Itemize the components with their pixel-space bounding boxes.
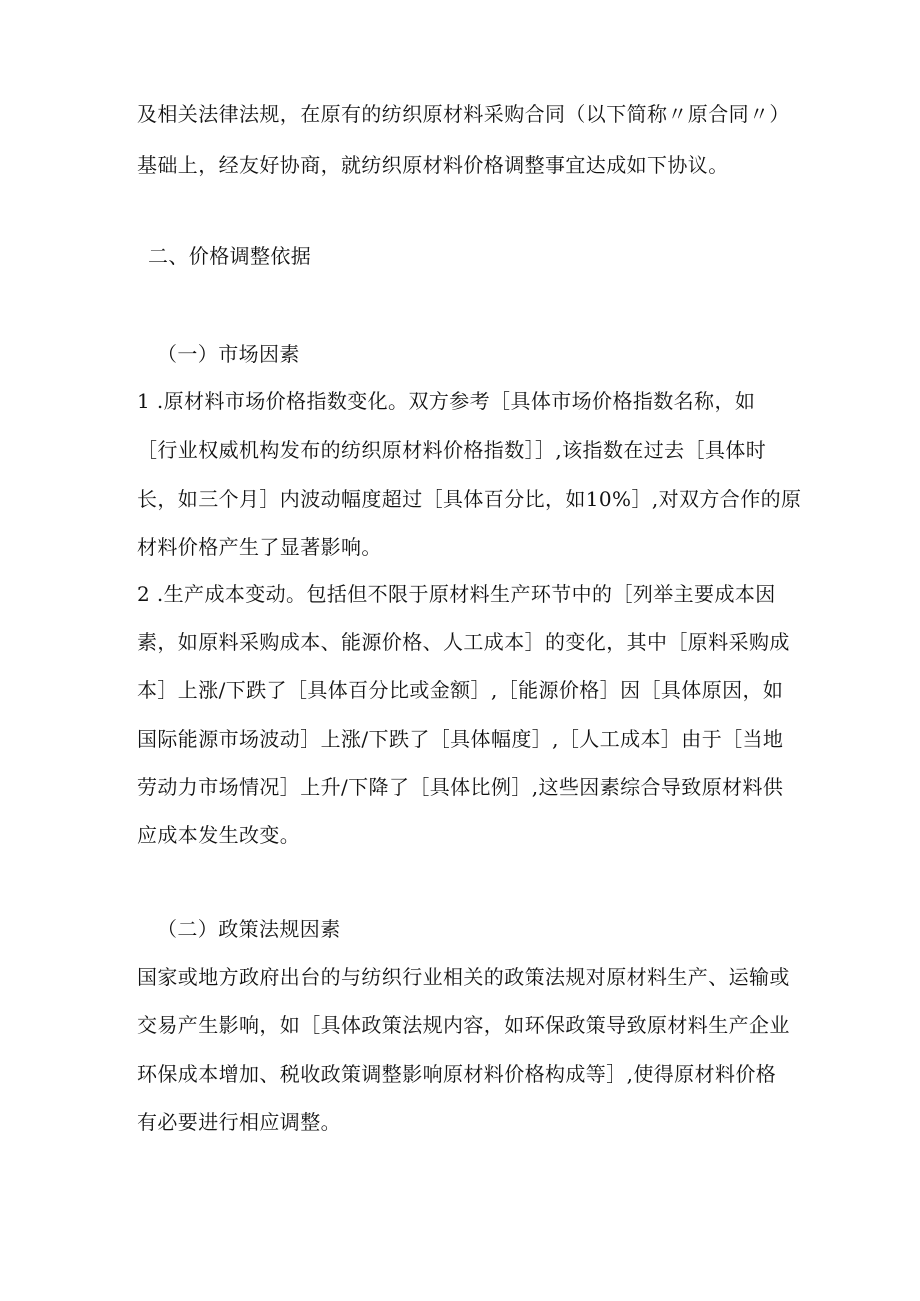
item-2-line-1: 2 .生产成本变动。包括但不限于原材料生产环节中的［列举主要成本因 [137,582,776,606]
item-1-line-1: 1 .原材料市场价格指数变化。双方参考［具体市场价格指数名称，如 [137,389,756,413]
item-1-line-3: 长，如三个月］内波动幅度超过［具体百分比，如10%］,对双方合作的原 [137,487,802,511]
item-1-line-4: 材料价格产生了显著影响。 [137,535,382,559]
item-2-line-5: 劳动力市场情况］上升/下降了［具体比例］,这些因素综合导致原材料供 [137,775,784,799]
item-2-line-4: 国际能源市场波动］上涨/下跌了［具体幅度］,［人工成本］由于［当地 [137,727,784,751]
policy-para-line-4: 有必要进行相应调整。 [137,1110,341,1134]
item-2-line-3: 本］上涨/下跌了［具体百分比或金额］,［能源价格］因［具体原因，如 [137,678,784,702]
item-2-line-2: 素，如原料采购成本、能源价格、人工成本］的变化，其中［原料采购成 [137,630,790,654]
policy-para-line-2: 交易产生影响，如［具体政策法规内容，如环保政策导致原材料生产企业 [137,1013,790,1037]
intro-line-2: 基础上，经友好协商，就纺织原材料价格调整事宜达成如下协议。 [137,153,729,177]
intro-line-1: 及相关法律法规，在原有的纺织原材料采购合同（以下简称〃原合同〃） [137,102,790,126]
policy-para-line-1: 国家或地方政府出台的与纺织行业相关的政策法规对原材料生产、运输或 [137,965,790,989]
item-1-line-2: ［行业权威机构发布的纺织原材料价格指数］］,该指数在过去［具体时 [137,438,767,462]
item-2-line-6: 应成本发生改变。 [137,823,301,847]
subsection-1-title: （一）市场因素 [157,342,300,366]
policy-para-line-3: 环保成本增加、税收政策调整影响原材料价格构成等］,使得原材料价格 [137,1062,777,1086]
section-2-title: 二、价格调整依据 [148,244,312,268]
subsection-2-title: （二）政策法规因素 [157,917,341,941]
